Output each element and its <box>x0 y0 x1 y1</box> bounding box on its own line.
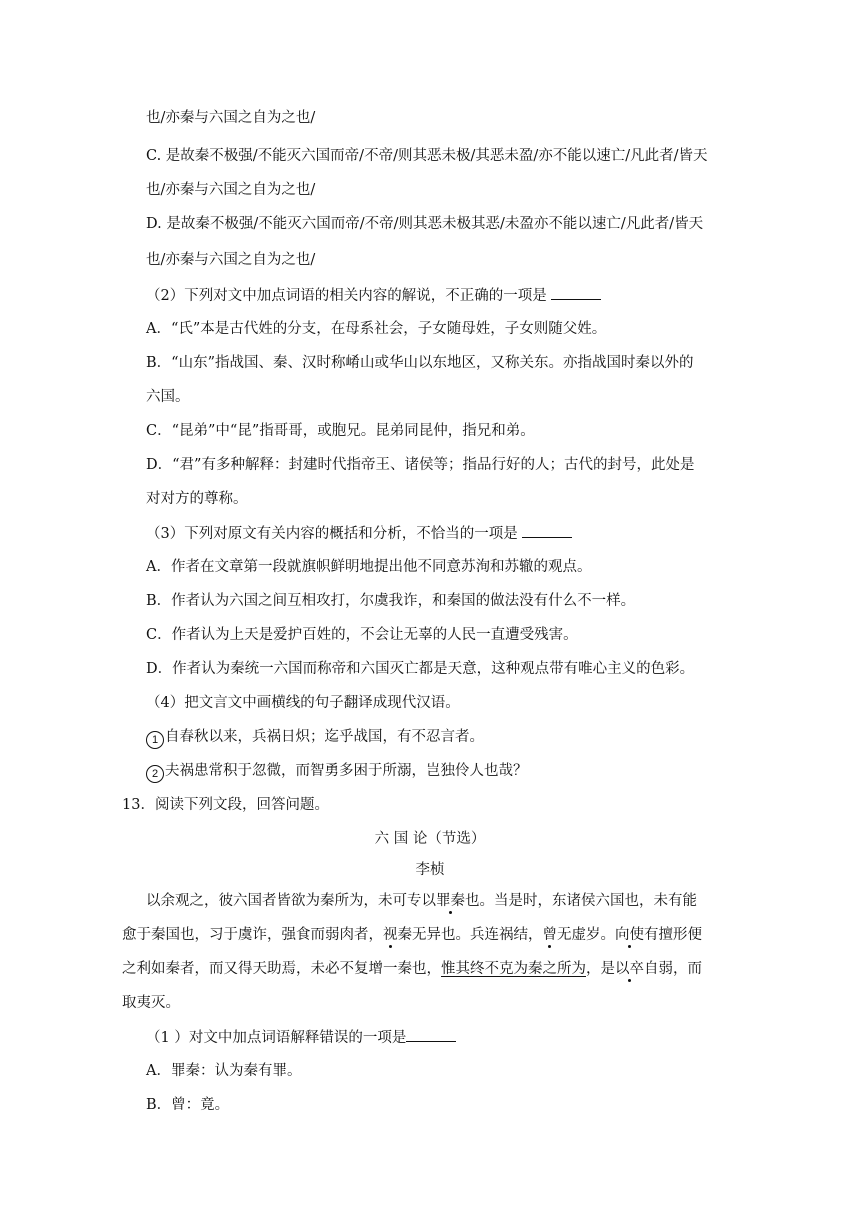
answer-blank[interactable] <box>522 523 572 538</box>
passage-line-1 <box>146 891 736 911</box>
circled-number-2: 2 <box>146 765 164 783</box>
q2-option-b: B．“山东”指战国、秦、汉时称崤山或华山以东地区，又称关东。亦指战国时秦以外的 <box>146 355 694 371</box>
question-2 <box>146 285 736 306</box>
q2-option-c: C．“昆弟”中“昆”指哥哥，或胞兄。昆弟同昆仲，指兄和弟。 <box>146 423 535 439</box>
circled-number-1: 1 <box>146 731 164 749</box>
text-run: 以余观之，彼六国者皆欲为秦所为，未可专以 <box>146 893 436 909</box>
text-run: 自弱，而 <box>644 961 702 977</box>
question-2-text: （2）下列对文中加点词语的相关内容的解说，不正确的一项是 <box>146 288 547 304</box>
dotted-word: 罪秦 <box>436 893 465 909</box>
answer-blank[interactable] <box>551 285 601 300</box>
passage-line-4: 取夷灭。 <box>122 995 180 1011</box>
question-3-text: （3）下列对原文有关内容的概括和分析，不恰当的一项是 <box>146 526 518 542</box>
q3-option-d: D．作者认为秦统一六国而称帝和六国灭亡都是天意，这种观点带有唯心主义的色彩。 <box>146 661 695 677</box>
text-run: 无虚岁。 <box>557 927 615 943</box>
q2-option-d-continuation: 对对方的尊称。 <box>146 491 248 507</box>
dotted-word: 以卒 <box>615 961 644 977</box>
passage-line-2 <box>122 925 712 945</box>
text-run: 也。当是时，东诸侯六国也，未有能 <box>465 893 697 909</box>
s1-option-b: B．曾：竟。 <box>146 1097 230 1113</box>
sentence-2-text: 夫祸患常积于忽微，而智勇多困于所溺，岂独伶人也哉？ <box>165 763 528 779</box>
q2-option-b-continuation: 六国。 <box>146 389 190 405</box>
option-c-continuation: 也/亦秦与六国之自为之也/ <box>146 182 316 198</box>
sub-question-1-text: （1 ）对文中加点词语解释错误的一项是 <box>146 1030 407 1046</box>
q3-option-c: C．作者认为上天是爱护百姓的，不会让无辜的人民一直遭受残害。 <box>146 627 578 643</box>
option-d-continuation: 也/亦秦与六国之自为之也/ <box>146 252 316 268</box>
passage-author: 李桢 <box>415 862 445 878</box>
passage-line-3 <box>122 959 712 979</box>
dotted-word: 视 <box>383 927 398 943</box>
option-d: D. 是故秦不极强/不能灭六国而帝/不帝/则其恶未极其恶/未盈亦不能以速亡/凡此者/皆天 <box>146 216 704 232</box>
question-13: 13．阅读下列文段，回答问题。 <box>122 797 329 813</box>
option-c: C. 是故秦不极强/不能灭六国而帝/不帝/则其恶未极/其恶未盈/亦不能以速亡/凡此者/皆天 <box>146 148 708 164</box>
question-3 <box>146 523 736 544</box>
question-4: （4）把文言文中画横线的句子翻译成现代汉语。 <box>146 695 460 711</box>
text-run: ，是 <box>586 961 615 977</box>
dotted-word: 向使 <box>615 927 644 943</box>
q2-option-a: A．“氏”本是古代姓的分支，在母系社会，子女随母姓，子女则随父姓。 <box>146 321 607 337</box>
text-run: 有擅形便 <box>644 927 702 943</box>
q2-option-d: D．“君”有多种解释：封建时代指帝王、诸侯等；指品行好的人；古代的封号，此处是 <box>146 457 695 473</box>
text-run: 之利如秦者，而又得天助焉，未必不复增一秦也， <box>122 961 441 977</box>
underlined-sentence: 惟其终不克为秦之所为 <box>441 961 586 977</box>
option-b-continuation: 也/亦秦与六国之自为之也/ <box>146 110 316 126</box>
sentence-1-text: 自春秋以来，兵祸日炽；迄乎战国，有不忍言者。 <box>165 729 484 745</box>
text-run: 秦无异也。兵连祸结， <box>397 927 543 943</box>
text-run: 愈于秦国也，习于虞诈，强食而弱肉者， <box>122 927 383 943</box>
answer-blank[interactable] <box>406 1027 456 1042</box>
sub-question-1 <box>146 1027 736 1048</box>
passage-title: 六 国 论（节选） <box>374 831 486 847</box>
s1-option-a: A．罪秦：认为秦有罪。 <box>146 1063 302 1079</box>
q4-sentence-2 <box>146 761 736 783</box>
dotted-word: 曾 <box>542 927 557 943</box>
q3-option-a: A．作者在文章第一段就旗帜鲜明地提出他不同意苏洵和苏辙的观点。 <box>146 559 592 575</box>
q4-sentence-1 <box>146 727 736 749</box>
q3-option-b: B．作者认为六国之间互相攻打，尔虞我诈，和秦国的做法没有什么不一样。 <box>146 593 636 609</box>
